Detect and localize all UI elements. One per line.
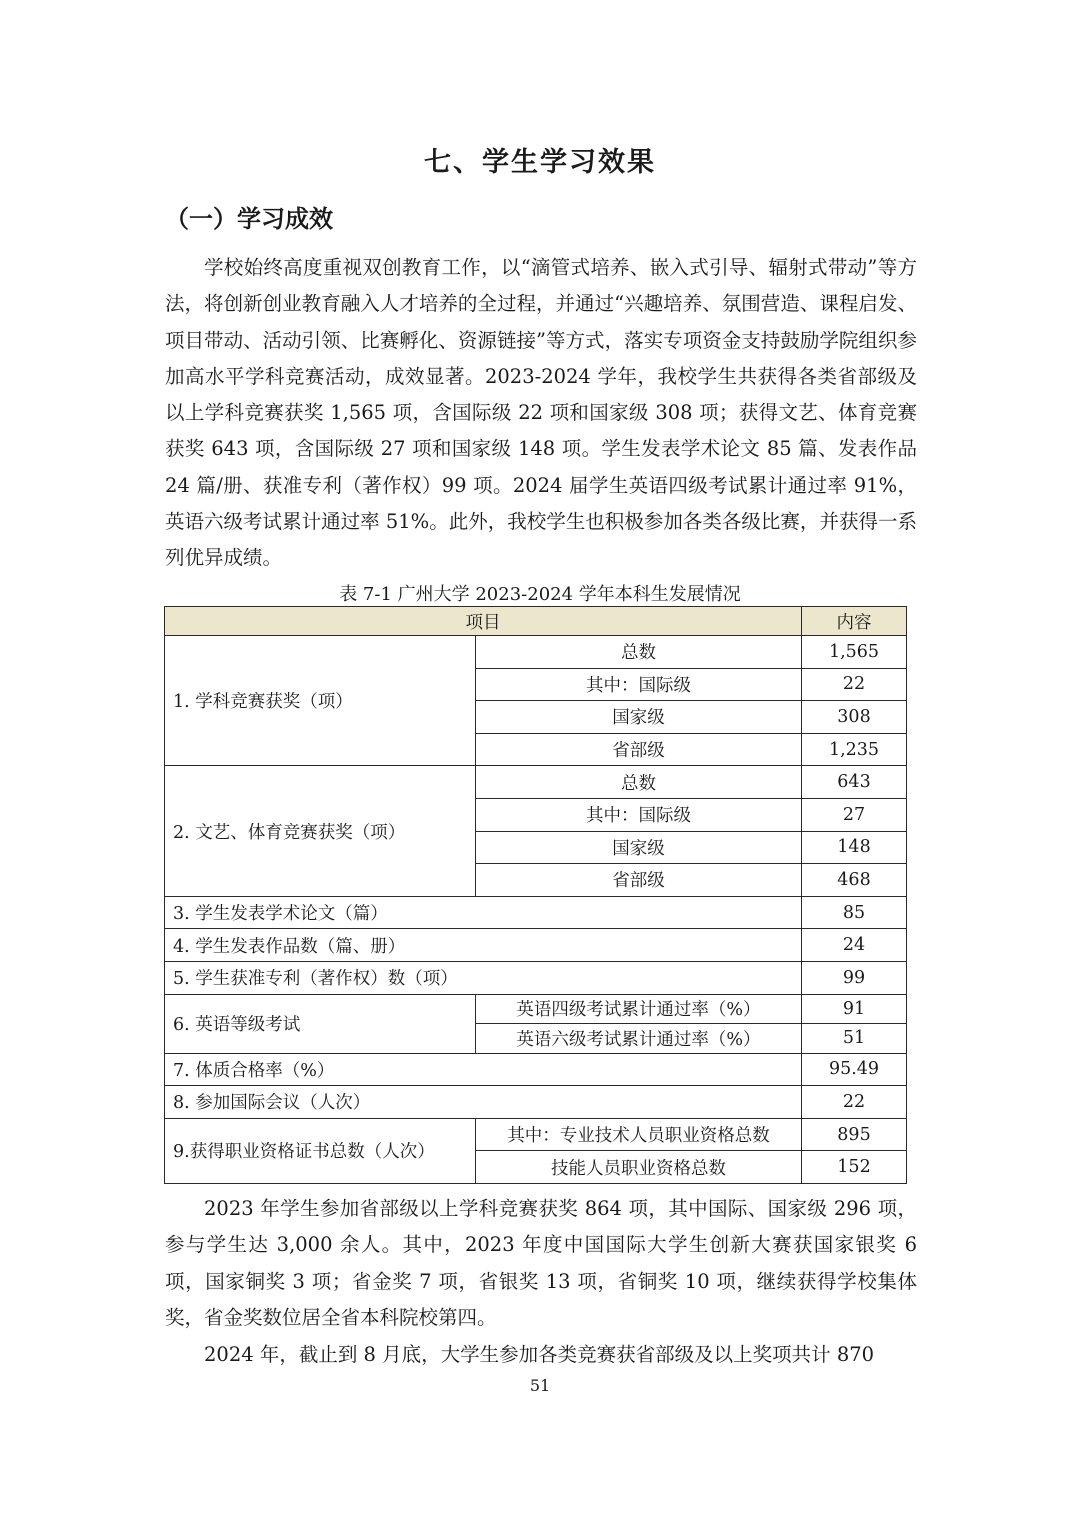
- table-caption: 表 7-1 广州大学 2023-2024 学年本科生发展情况: [339, 584, 741, 605]
- subitem-cell: 英语四级考试累计通过率（%）: [476, 994, 802, 1024]
- header-item: 项目: [165, 607, 802, 636]
- student-development-table: [164, 606, 907, 1184]
- subitem-cell: 总数: [476, 636, 802, 669]
- section-title: （一）学习成效: [165, 205, 333, 233]
- value-cell: 22: [802, 668, 907, 701]
- value-cell: 99: [802, 961, 907, 994]
- subitem-cell: 国家级: [476, 831, 802, 864]
- value-cell: 1,565: [802, 636, 907, 669]
- subitem-cell: 国家级: [476, 701, 802, 734]
- table-row: [165, 1086, 907, 1119]
- paragraph-2023: 2023 年学生参加省部级以上学科竞赛获奖 864 项，其中国际、国家级 296 项，参与学生达 3,000 余人。其中，2023 年度中国国际大学生创新大赛获国家银奖 6 项，国家铜奖 3 项；省金奖 7 项，省银奖 13 项，省铜奖 10 项，继续获得学校集体奖，省金奖数位居全省本科院校第四。: [165, 1197, 917, 1329]
- value-cell: 148: [802, 831, 907, 864]
- category-cell: 3. 学生发表学术论文（篇）: [165, 896, 802, 929]
- category-cell: 1. 学科竞赛获奖（项）: [165, 636, 476, 766]
- value-cell: 91: [802, 994, 907, 1024]
- subitem-cell: 英语六级考试累计通过率（%）: [476, 1024, 802, 1054]
- value-cell: 24: [802, 929, 907, 962]
- table-row: [165, 1053, 907, 1086]
- value-cell: 95.49: [802, 1053, 907, 1086]
- table-row: [165, 994, 907, 1024]
- table-row: [165, 1118, 907, 1151]
- value-cell: 1,235: [802, 733, 907, 766]
- category-cell: 8. 参加国际会议（人次）: [165, 1086, 802, 1119]
- value-cell: 51: [802, 1024, 907, 1054]
- value-cell: 85: [802, 896, 907, 929]
- header-content: 内容: [802, 607, 907, 636]
- category-cell: 9.获得职业资格证书总数（人次）: [165, 1118, 476, 1183]
- value-cell: 152: [802, 1151, 907, 1184]
- subitem-cell: 其中：国际级: [476, 668, 802, 701]
- chapter-title: 七、学生学习效果: [424, 147, 656, 178]
- category-cell: 2. 文艺、体育竞赛获奖（项）: [165, 766, 476, 896]
- subitem-cell: 省部级: [476, 733, 802, 766]
- paragraph-intro: 学校始终高度重视双创教育工作，以“滴管式培养、嵌入式引导、辐射式带动”等方法，将创新创业教育融入人才培养的全过程，并通过“兴趣培养、氛围营造、课程启发、项目带动、活动引领、比赛孵化、资源链接”等方式，落实专项资金支持鼓励学院组织参加高水平学科竞赛活动，成效显著。2023-2024 学年，我校学生共获得各类省部级及以上学科竞赛获奖 1,565 项，含国际级 22 项和国家级 308 项；获得文艺、体育竞赛获奖 643 项，含国际级 27 项和国家级 148 项。学生发表学术论文 85 篇、发表作品 24 篇/册、获准专利（著作权）99 项。2024 届学生英语四级考试累计通过率 91%，英语六级考试累计通过率 51%。此外，我校学生也积极参加各类各级比赛，并获得一系列优异成绩。: [165, 256, 917, 570]
- subitem-cell: 省部级: [476, 864, 802, 897]
- category-cell: 5. 学生获准专利（著作权）数（项）: [165, 961, 802, 994]
- paragraph-2024: 2024 年，截止到 8 月底，大学生参加各类竞赛获省部级及以上奖项共计 870: [204, 1343, 875, 1366]
- value-cell: 468: [802, 864, 907, 897]
- value-cell: 643: [802, 766, 907, 799]
- table-row: [165, 766, 907, 799]
- value-cell: 22: [802, 1086, 907, 1119]
- table-header-row: [165, 607, 907, 636]
- subitem-cell: 总数: [476, 766, 802, 799]
- value-cell: 308: [802, 701, 907, 734]
- subitem-cell: 其中：国际级: [476, 798, 802, 831]
- table-row: [165, 896, 907, 929]
- category-cell: 7. 体质合格率（%）: [165, 1053, 802, 1086]
- subitem-cell: 技能人员职业资格总数: [476, 1151, 802, 1184]
- subitem-cell: 其中：专业技术人员职业资格总数: [476, 1118, 802, 1151]
- category-cell: 4. 学生发表作品数（篇、册）: [165, 929, 802, 962]
- category-cell: 6. 英语等级考试: [165, 994, 476, 1053]
- table-row: [165, 929, 907, 962]
- value-cell: 895: [802, 1118, 907, 1151]
- value-cell: 27: [802, 798, 907, 831]
- page-number: 51: [529, 1376, 551, 1395]
- table-row: [165, 961, 907, 994]
- table-row: [165, 636, 907, 669]
